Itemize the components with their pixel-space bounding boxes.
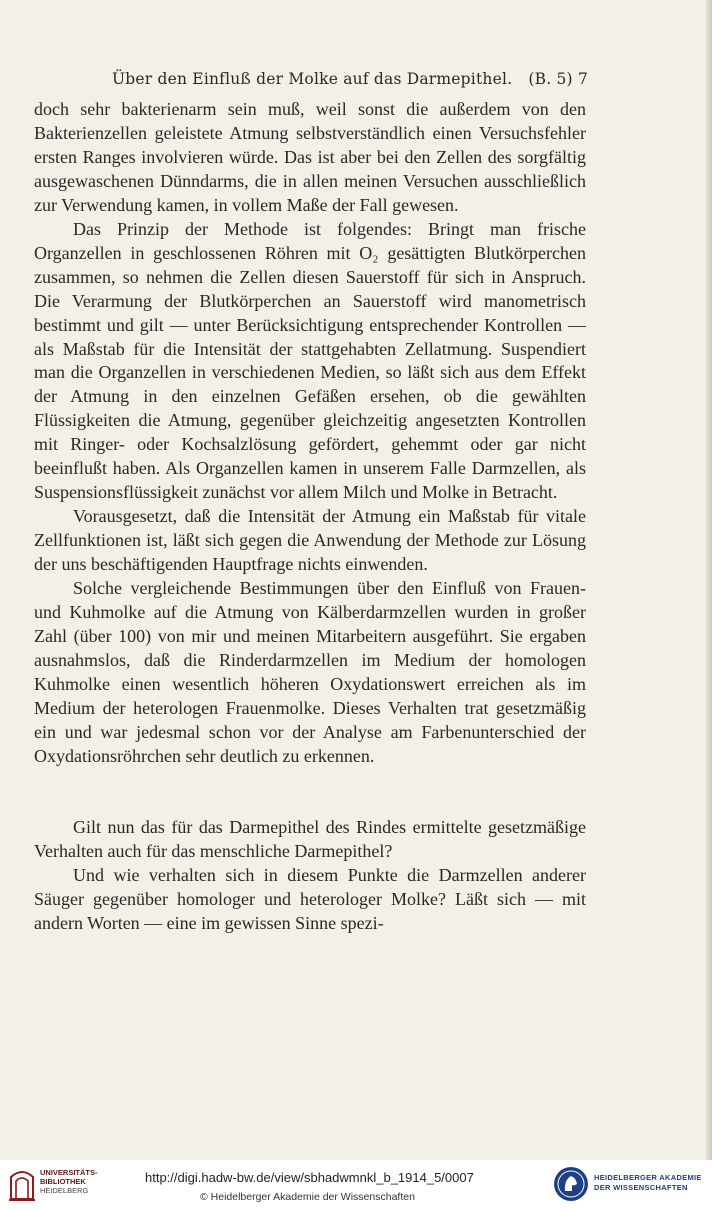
paragraph-2: Das Prinzip der Methode ist folgendes: Bringt man frische Organzellen in geschlossenen Röhren mit O₂ gesättigten Blutkörperchen zusammen, so nehmen die Zellen diesen Sauerstoff für sich in Anspruch. Die Verarmung der Blutkörperchen an Sauerstoff wird manometrisch bestimmt und gilt — unter Berücksichtigung entsprechender Kontrollen — als Maßstab für die Intensität der stattgehabten Zellatmung. Suspendiert man die Organzellen in verschiedenen Medien, so läßt sich aus dem Effekt der Atmung in den einzelnen Gefäßen ersehen, ob die gewählten Flüssigkeiten die Atmung, gegenüber gleichzeitig angesetzten Kontrollen mit Ringer- oder Kochsalzlösung gefördert, gehemmt oder gar nicht beeinflußt haben. Als Organzellen kamen in unserem Falle Darmzellen, als Suspensionsflüssigkeit zunächst vor allem Milch und Molke in Betracht. [34, 218, 586, 503]
permalink-url[interactable]: http://digi.hadw-bw.de/view/sbhadwmnkl_b_1914_5/0007 [145, 1170, 474, 1185]
page-number: 7 [577, 70, 588, 88]
university-library-logo-icon[interactable] [8, 1165, 36, 1203]
paragraph-3: Vorausgesetzt, daß die Intensität der Atmung ein Maßstab für vitale Zellfunktionen ist, läßt sich gegen die Anwendung der Methode zur Lösung der uns beschäftigenden Hauptfrage nichts einwenden. [34, 506, 586, 575]
paragraph-5: Gilt nun das für das Darmepithel des Rindes ermittelte gesetzmäßige Verhalten auch für das menschliche Darmepithel? [34, 816, 586, 861]
page-edge [706, 0, 712, 1160]
paragraph-6: Und wie verhalten sich in diesem Punkte die Darmzellen anderer Säuger gegenüber homologer und heterologer Molke? Läßt sich — mit andern Worten — eine im gewissen Sinne spezi- [34, 864, 586, 933]
university-library-name[interactable]: UNIVERSITÄTS- BIBLIOTHEK HEIDELBERG [40, 1168, 98, 1195]
academy-name[interactable]: HEIDELBERGER AKADEMIE DER WISSENSCHAFTEN [594, 1173, 702, 1192]
paragraph-1: doch sehr bakterienarm sein muß, weil sonst die außerdem von den Bakterienzellen geleistete Atmung selbstverständlich einen Versuchsfehler ersten Ranges involvieren würde. Das ist aber bei den Zellen des sorgfältig ausgewaschenen Dünndarms, die in allen meinen Versuchen ausschließlich zur Verwendung kamen, in vollem Maße der Fall gewesen. [34, 99, 586, 215]
paragraph-4: Solche vergleichende Bestimmungen über den Einfluß von Frauen- und Kuhmolke auf die Atmung von Kälberdarmzellen wurden in großer Zahl (über 100) von mir und meinen Mitarbeitern ausgeführt. Sie ergaben ausnahmslos, daß die Rinderdarmzellen im Medium der homologen Kuhmolke einen wesentlich höheren Oxydationswert erreichen als im Medium der heterologen Frauenmolke. Dieses Verhalten trat gesetzmäßig ein und war jedesmal schon vor der Analyse am Farbenunterschied der Oxydationsröhrchen sehr deutlich zu erkennen. [34, 578, 586, 766]
body-text [34, 98, 586, 935]
running-head-title: Über den Einfluß der Molke auf das Darmepithel. [112, 70, 513, 88]
running-head [112, 70, 588, 88]
academy-seal-icon[interactable] [552, 1164, 590, 1204]
running-head-ref: (B. 5) 7 [528, 70, 588, 88]
section-gap [34, 769, 586, 816]
footer-bar [0, 1160, 712, 1209]
copyright-notice: © Heidelberger Akademie der Wissenschaften [200, 1191, 415, 1203]
